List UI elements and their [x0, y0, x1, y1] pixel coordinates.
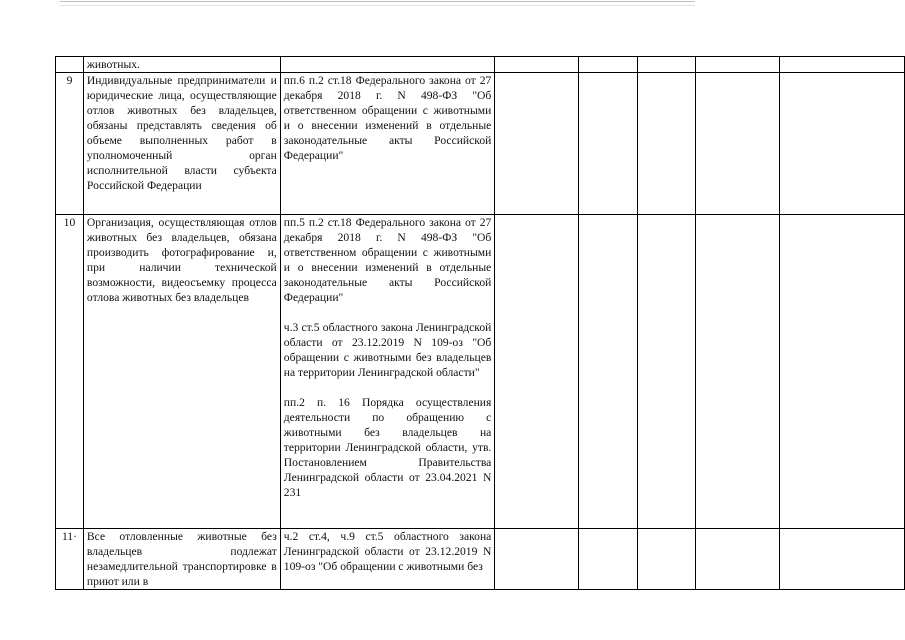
legal-reference-text: ч.3 ст.5 областного закона Ленинградской области от 23.12.2019 N 109-оз "Об обращении с животными без владельцев на территории Ленинградской области" [283, 321, 492, 379]
requirement-cell [83, 529, 280, 590]
empty-cell [579, 57, 637, 73]
empty-cell [637, 73, 695, 215]
table-row [56, 215, 905, 529]
empty-cell [637, 57, 695, 73]
table-row [56, 529, 905, 590]
requirement-cell [83, 215, 280, 529]
empty-cell [637, 215, 695, 529]
requirements-table [55, 56, 905, 590]
row-number [56, 57, 84, 73]
requirement-text: Индивидуальные предприниматели и юридические лица, осуществляющие отлов животных без владельцев, обязаны представлять сведения об объеме выполненных работ в уполномоченный орган исполнительной власти субъекта Российской Федерации [86, 74, 277, 192]
requirement-text: Организация, осуществляющая отлов животных без владельцев, обязана производить фотографирование и, при наличии технической возможности, видеосъемку процесса отлова животных без владельцев [86, 216, 277, 304]
row-number: 9 [56, 73, 84, 215]
empty-cell [579, 215, 637, 529]
table-row [56, 73, 905, 215]
empty-cell [579, 529, 637, 590]
table-body [56, 57, 905, 590]
legal-reference-text: пп.2 п. 16 Порядка осуществления деятельности по обращению с животными без владельцев на территории Ленинградской области, утв. Постановлением Правительства Ленинградской области от 23.04.2021 N 231 [283, 396, 492, 499]
empty-cell [696, 215, 780, 529]
empty-cell [495, 57, 579, 73]
empty-cell [696, 73, 780, 215]
empty-cell [780, 57, 905, 73]
page-top-rule [60, 1, 695, 2]
legal-reference-text: пп.6 п.2 ст.18 Федерального закона от 27 декабря 2018 г. N 498-ФЗ "Об ответственном обращении с животными и о внесении изменений в отдельные законодательные акты Российской Федерации" [283, 74, 492, 162]
row-number: 10 [56, 215, 84, 529]
legal-reference-cell [280, 73, 495, 215]
empty-cell [696, 57, 780, 73]
row-number: 11· [56, 529, 84, 590]
legal-reference-text: ч.2 ст.4, ч.9 ст.5 областного закона Ленинградской области от 23.12.2019 N 109-оз "Об обращении с животными без [283, 530, 492, 573]
paragraph-gap [284, 305, 492, 320]
empty-cell [579, 73, 637, 215]
empty-cell [495, 529, 579, 590]
requirement-cell [83, 57, 280, 73]
requirement-text: Все отловленные животные без владельцев подлежат незамедлительной транспортировке в приют или в [86, 530, 277, 588]
requirement-text: животных. [86, 58, 140, 71]
page-top-rule-faint [60, 5, 695, 6]
empty-cell [637, 529, 695, 590]
legal-reference-cell [280, 57, 495, 73]
empty-cell [780, 73, 905, 215]
empty-cell [780, 215, 905, 529]
empty-cell [495, 215, 579, 529]
legal-reference-cell [280, 215, 495, 529]
empty-cell [696, 529, 780, 590]
legal-reference-text: пп.5 п.2 ст.18 Федерального закона от 27 декабря 2018 г. N 498-ФЗ "Об ответственном обращении с животными и о внесении изменений в отдельные законодательные акты Российской Федерации" [283, 216, 492, 304]
legal-reference-cell [280, 529, 495, 590]
empty-cell [495, 73, 579, 215]
empty-cell [780, 529, 905, 590]
paragraph-gap [284, 380, 492, 395]
requirement-cell [83, 73, 280, 215]
table-row [56, 57, 905, 73]
